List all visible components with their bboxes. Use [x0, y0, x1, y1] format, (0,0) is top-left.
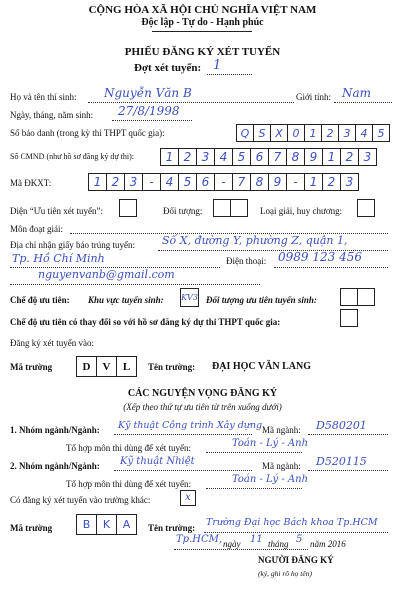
date-dots [174, 549, 308, 550]
sbd-cell: Q [236, 124, 254, 142]
country-title: CỘNG HÒA XÃ HỘI CHỦ NGHĨA VIỆT NAM [88, 4, 317, 16]
wish1-code-dots [308, 434, 388, 435]
sbd-cell: 4 [355, 124, 373, 142]
wish1-combo[interactable]: Toán - Lý - Anh [232, 438, 309, 449]
other-school-code-cell: B [76, 514, 97, 535]
priority-target-label: Đối tượng ưu tiên tuyển sinh: [206, 295, 317, 305]
dkxt-cell: 1 [88, 173, 107, 191]
sbd-cell: 3 [338, 124, 356, 142]
phone-value[interactable]: 0989 123 456 [278, 250, 362, 264]
round-value: 1 [213, 58, 222, 73]
gender-label: Giới tính: [296, 92, 332, 102]
dkxt-cell: 7 [232, 173, 251, 191]
dkxt-cell: 5 [178, 173, 197, 191]
sbd-label: Số báo danh (trong kỳ thi THPT quốc gia): [10, 128, 165, 138]
school-code-cell: V [96, 356, 117, 377]
other-check: x [185, 492, 191, 503]
changed-checkbox[interactable] [340, 309, 358, 327]
wish1-major[interactable]: Kỹ thuật Công trình Xây dựng [118, 420, 263, 431]
cmnd-cell: 6 [250, 148, 269, 166]
wish2-label: 2. Nhóm ngành/Ngành: [10, 461, 100, 471]
cmnd-cells[interactable] [160, 148, 377, 166]
wish2-major-dots [114, 470, 252, 471]
region-label: Khu vực tuyển sinh: [88, 295, 164, 305]
dkxt-cell: - [214, 173, 233, 191]
other-school-name-line1[interactable]: Trường Đại học Bách khoa Tp.HCM [206, 517, 378, 528]
signature-note: (ký, ghi rõ họ tên) [258, 569, 312, 578]
cmnd-cell: 1 [322, 148, 341, 166]
wish2-combo[interactable]: Toán - Lý - Anh [232, 474, 309, 485]
other-school-dots-1 [204, 532, 388, 533]
wish1-code[interactable]: D580201 [316, 419, 367, 432]
name-dots [88, 102, 294, 103]
dkxt-cell: 9 [268, 173, 287, 191]
dkxt-cells[interactable] [88, 173, 359, 191]
gender-value[interactable]: Nam [342, 86, 372, 100]
dkxt-cell: 8 [250, 173, 269, 191]
dkxt-cell: - [286, 173, 305, 191]
dob-label: Ngày, tháng, năm sinh: [10, 110, 94, 120]
other-school-name-label: Tên trường: [148, 523, 196, 533]
dkxt-label: Mã ĐKXT: [10, 178, 52, 188]
school-code-cell: D [76, 356, 97, 377]
address-line2[interactable]: Tp. Hồ Chí Minh [12, 252, 105, 265]
school-code-label: Mã trường [10, 362, 53, 372]
region-value: KV3 [181, 293, 198, 302]
wish1-combo-label: Tổ hợp môn thi dùng để xét tuyển: [66, 443, 191, 453]
wish2-major[interactable]: Kỹ thuật Nhiệt [120, 456, 195, 467]
cmnd-cell: 2 [340, 148, 359, 166]
wishes-subtitle: (Xếp theo thứ tự ưu tiên từ trên xuống dưới) [123, 402, 282, 412]
sbd-cell: 5 [372, 124, 390, 142]
cmnd-cell: 5 [232, 148, 251, 166]
target-box-2[interactable] [230, 199, 248, 217]
dob-dots [112, 120, 192, 121]
priority-label: Diện “Ưu tiên xét tuyển”: [10, 206, 103, 216]
signature-title: NGƯỜI ĐĂNG KÝ [258, 555, 334, 565]
other-school-code-label: Mã trường [10, 523, 53, 533]
date-day[interactable]: 11 [250, 534, 263, 545]
dkxt-cell: 3 [340, 173, 359, 191]
wish1-combo-dots [206, 452, 302, 453]
other-school-code-cell: K [96, 514, 117, 535]
dkxt-cell: 6 [196, 173, 215, 191]
date-year: năm 2016 [310, 539, 346, 549]
motto-underline [152, 31, 252, 32]
wish2-combo-dots [206, 488, 302, 489]
dkxt-cell: 1 [304, 173, 323, 191]
phone-label: Điện thoại: [226, 256, 267, 266]
subject-label: Môn đoạt giải: [10, 224, 63, 234]
wish1-major-dots [114, 434, 252, 435]
date-month-label: tháng [268, 539, 289, 549]
cmnd-cell: 3 [358, 148, 377, 166]
other-label: Có đăng ký xét tuyển vào trường khác: [10, 495, 151, 505]
cmnd-cell: 2 [178, 148, 197, 166]
sbd-cell: S [253, 124, 271, 142]
wish1-code-label: Mã ngành: [262, 425, 301, 435]
cmnd-label: Số CMND (như hồ sơ đăng ký dự thi): [10, 152, 135, 161]
dkxt-cell: 2 [322, 173, 341, 191]
motto: Độc lập - Tự do - Hạnh phúc [141, 17, 264, 28]
target-box-1[interactable] [213, 199, 231, 217]
wish2-code-dots [308, 470, 388, 471]
email-dots [10, 284, 260, 285]
sbd-cell: X [270, 124, 288, 142]
gender-dots [334, 102, 392, 103]
cmnd-cell: 8 [286, 148, 305, 166]
email-value[interactable]: nguyenvanb@gmail.com [38, 268, 175, 281]
school-code-cells[interactable] [76, 356, 137, 377]
cmnd-cell: 7 [268, 148, 287, 166]
dkxt-cell: 4 [160, 173, 179, 191]
phone-dots [274, 267, 388, 268]
sbd-cell: 1 [304, 124, 322, 142]
regime-label: Chế độ ưu tiên: [10, 295, 70, 305]
other-school-name-line2[interactable]: Tp.HCM, [176, 534, 223, 545]
wishes-title: CÁC NGUYỆN VỌNG ĐĂNG KÝ [127, 388, 278, 399]
priority-target-box-2[interactable] [357, 288, 375, 306]
award-label: Loại giải, huy chương: [260, 206, 343, 216]
priority-target-box-1[interactable] [340, 288, 358, 306]
address-line1[interactable]: Số X, đường Y, phường Z, quận 1, [162, 234, 348, 247]
cmnd-cell: 1 [160, 148, 179, 166]
priority-checkbox[interactable] [119, 199, 137, 217]
target-label: Đối tượng: [163, 206, 203, 216]
cmnd-cell: 9 [304, 148, 323, 166]
other-school-code-cell: A [116, 514, 137, 535]
school-name-label: Tên trường: [148, 362, 196, 372]
form-title: PHIẾU ĐĂNG KÝ XÉT TUYỂN [124, 46, 281, 58]
other-school-code-cells[interactable] [76, 514, 137, 535]
register-label: Đăng ký xét tuyển vào: [10, 338, 94, 348]
cmnd-cell: 3 [196, 148, 215, 166]
sbd-cell: 0 [287, 124, 305, 142]
date-month[interactable]: 5 [296, 534, 303, 545]
round-label: Đợt xét tuyển: [134, 62, 202, 74]
sbd-cells[interactable] [236, 124, 390, 142]
changed-label: Chế độ ưu tiên có thay đổi so với hồ sơ đăng ký dự thi THPT quốc gia: [10, 317, 281, 327]
sbd-cell: 2 [321, 124, 339, 142]
dob-value[interactable]: 27/8/1998 [118, 104, 180, 118]
school-code-cell: L [116, 356, 137, 377]
dkxt-cell: - [142, 173, 161, 191]
date-day-label: ngày [223, 539, 241, 549]
dkxt-cell: 2 [106, 173, 125, 191]
region-box[interactable] [180, 288, 199, 307]
name-value[interactable]: Nguyễn Văn B [104, 86, 192, 100]
wish2-code-label: Mã ngành: [262, 461, 301, 471]
wish2-code[interactable]: D520115 [316, 455, 367, 468]
dkxt-cell: 3 [124, 173, 143, 191]
wish2-combo-label: Tổ hợp môn thi dùng để xét tuyển: [66, 479, 191, 489]
school-name-value: ĐẠI HỌC VĂN LANG [212, 361, 311, 372]
round-dots [207, 74, 252, 75]
cmnd-cell: 4 [214, 148, 233, 166]
other-checkbox[interactable] [180, 490, 196, 506]
award-checkbox[interactable] [357, 199, 375, 217]
wish1-label: 1. Nhóm ngành/Ngành: [10, 425, 100, 435]
name-label: Họ và tên thí sinh: [10, 92, 77, 102]
address-label: Địa chỉ nhận giấy báo trúng tuyển: [10, 240, 135, 250]
